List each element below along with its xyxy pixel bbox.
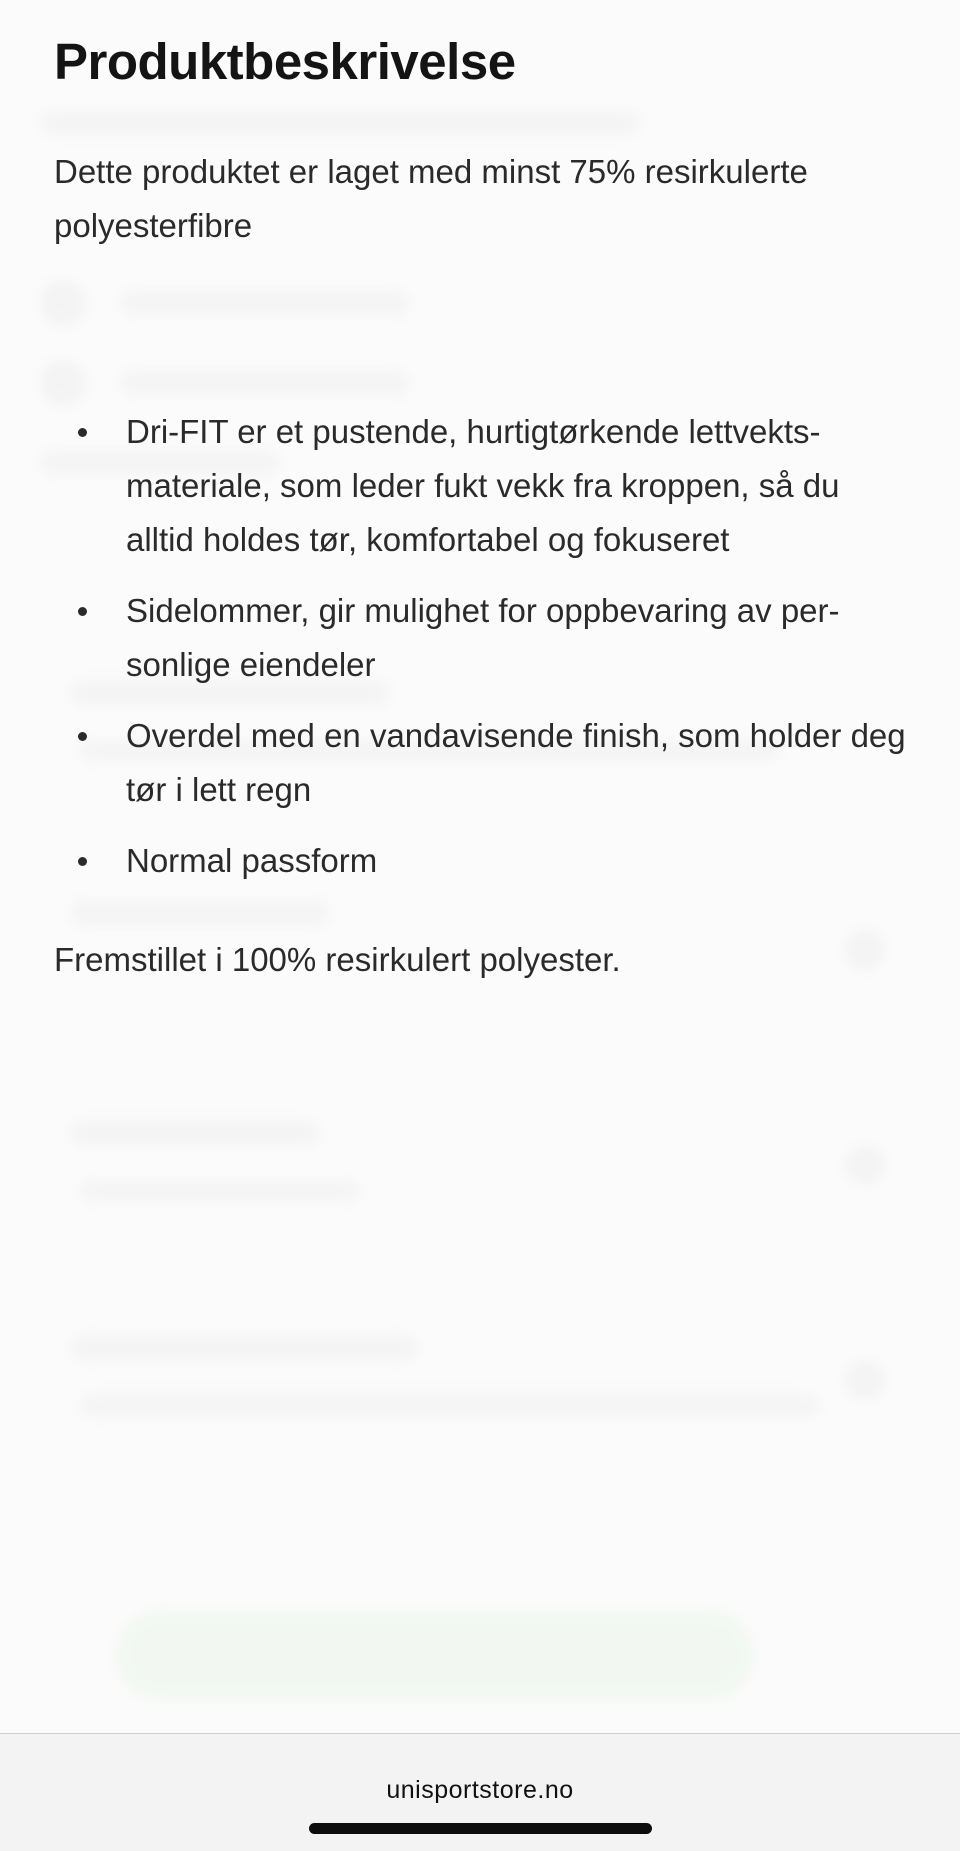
browser-address-bar[interactable] — [0, 1733, 960, 1851]
list-item-text: Normal passform — [126, 842, 378, 879]
list-item-text: Dri-FIT er et pustende, hurtigtørkende lettvektsmateriale, som leder fukt vekk fra kroppen, så du alltid holdes tør, komfortabel og fokuseret — [126, 413, 840, 558]
bullet-icon — [78, 857, 87, 866]
material-text: Fremstillet i 100% resirkulert polyester. — [54, 941, 621, 978]
bullet-icon — [78, 732, 87, 741]
intro-text: Dette produktet er laget med minst 75% resirkulerte polyesterfibre — [54, 153, 808, 244]
list-item — [54, 709, 914, 817]
section-title: Produktbeskrivelse — [54, 33, 516, 90]
url-text[interactable]: unisportstore.no — [386, 1776, 574, 1804]
bullet-icon — [78, 428, 87, 437]
feature-list — [54, 405, 914, 905]
bullet-icon — [78, 607, 87, 616]
list-item — [54, 834, 914, 888]
home-indicator — [309, 1823, 652, 1834]
list-item-text: Overdel med en vandavisende finish, som holder deg tør i lett regn — [126, 717, 906, 808]
list-item — [54, 584, 914, 692]
list-item-text: Sidelommer, gir mulighet for oppbevaring av personlige eiendeler — [126, 592, 840, 683]
list-item — [54, 405, 914, 567]
